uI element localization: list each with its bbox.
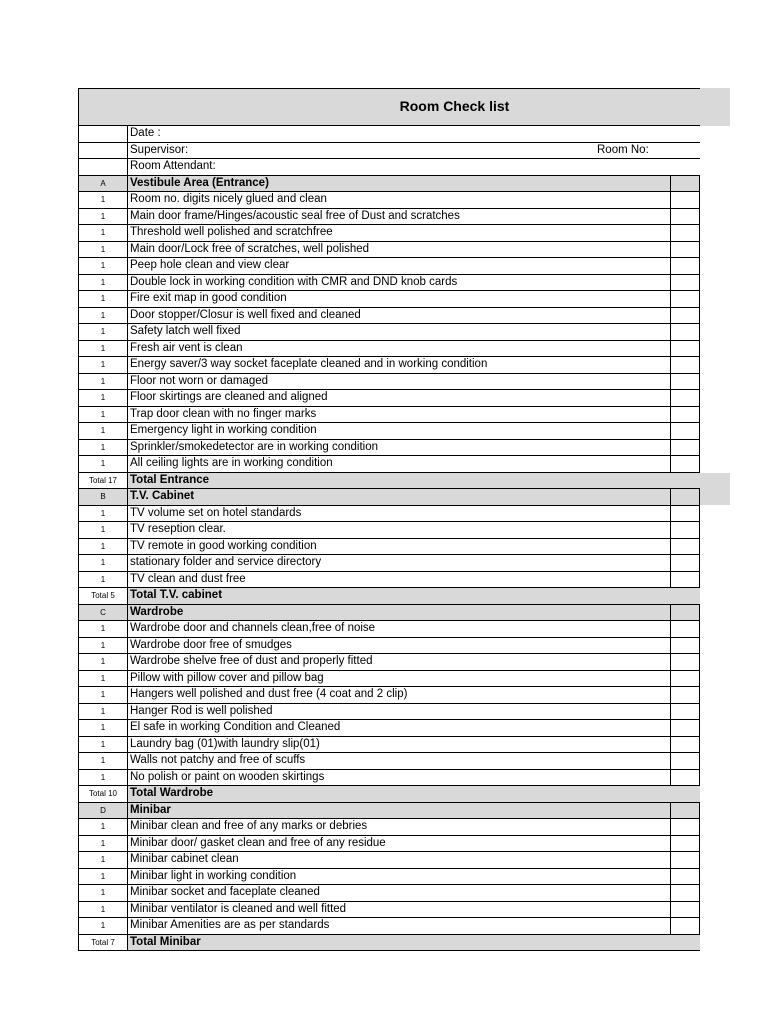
title-band-extension [700,88,730,126]
item-check-cell[interactable] [670,687,700,703]
item-description: Emergency light in working condition [130,424,317,436]
section-title: Minibar [128,803,670,819]
item-description: TV reseption clear. [130,523,226,535]
item-description: Energy saver/3 way socket faceplate cleaned and in working condition [130,358,488,370]
item-description: Floor skirtings are cleaned and aligned [130,391,328,403]
item-description: TV clean and dust free [130,572,246,585]
section-total-label: Total Wardrobe [128,786,700,802]
checklist-item-row [78,704,700,721]
checklist-item-row [78,753,700,770]
item-score: 1 [78,506,128,522]
checklist-item-row [78,654,700,671]
section-title: Vestibule Area (Entrance) [128,176,670,192]
section-total-label: Total Entrance [128,473,700,489]
item-check-cell[interactable] [670,506,700,522]
checklist-item-row [78,671,700,688]
item-description: Pillow with pillow cover and pillow bag [130,671,324,684]
checklist-item-row [78,291,700,308]
checklist-item-row [78,918,700,935]
checklist-item-row [78,720,700,737]
item-description: TV volume set on hotel standards [130,506,302,519]
checklist-item-row [78,225,700,242]
checklist-item-row [78,885,700,902]
item-score: 1 [78,209,128,225]
row-number-cell [78,126,128,142]
item-check-cell[interactable] [670,357,700,373]
section-total-row [78,935,700,952]
item-check-cell[interactable] [670,539,700,555]
item-description: Hanger Rod is well polished [130,704,273,717]
section-total-number: Total 10 [78,786,128,802]
item-description: Main door frame/Hinges/acoustic seal free of Dust and scratches [130,209,460,222]
section-total-number: Total 7 [78,935,128,951]
section-header-row [78,489,700,506]
item-check-cell[interactable] [670,407,700,423]
item-check-cell[interactable] [670,753,700,769]
date-row [78,126,700,143]
item-description: All ceiling lights are in working condition [130,457,333,469]
item-score: 1 [78,918,128,934]
item-check-cell[interactable] [670,869,700,885]
item-score: 1 [78,572,128,588]
item-check-cell[interactable] [670,555,700,571]
item-check-cell[interactable] [670,225,700,241]
item-check-cell[interactable] [670,209,700,225]
checklist-item-row [78,324,700,341]
checklist-item-row [78,506,700,523]
item-description: Wardrobe shelve free of dust and properly fitted [130,655,373,667]
item-score: 1 [78,737,128,753]
tv-cabinet-band-extension [700,489,730,505]
section-letter: B [78,489,128,505]
item-score: 1 [78,753,128,769]
checklist-item-row [78,242,700,259]
checklist-item-row [78,308,700,325]
item-check-cell[interactable] [670,308,700,324]
item-description: Minibar cabinet clean [130,853,239,865]
section-header-row [78,176,700,193]
item-description: No polish or paint on wooden skirtings [130,770,325,783]
item-check-cell[interactable] [670,324,700,340]
checklist-item-row [78,440,700,457]
supervisor-row [78,143,700,160]
item-description: Safety latch well fixed [130,325,241,337]
item-score: 1 [78,836,128,852]
item-score: 1 [78,852,128,868]
item-score: 1 [78,324,128,340]
total-entrance-band-extension [700,473,730,489]
checklist-item-row [78,407,700,424]
item-check-cell[interactable] [670,341,700,357]
checklist-item-row [78,374,700,391]
item-check-cell[interactable] [670,275,700,291]
section-check-cell [670,489,700,505]
item-description: Minibar clean and free of any marks or debries [130,820,368,832]
item-check-cell[interactable] [670,819,700,835]
checklist-item-row [78,836,700,853]
item-score: 1 [78,308,128,324]
section-letter: A [78,176,128,192]
item-score: 1 [78,621,128,637]
checklist-item-row [78,192,700,209]
room-no-label: Room No: [597,143,649,156]
item-description: Floor not worn or damaged [130,374,269,387]
checklist-item-row [78,737,700,754]
checklist-item-row [78,209,700,226]
section-total-number: Total 5 [78,588,128,604]
checklist-item-row [78,456,700,473]
section-total-row [78,786,700,803]
item-description: Main door/Lock free of scratches, well polished [130,242,370,255]
checklist-item-row [78,341,700,358]
item-check-cell[interactable] [670,192,700,208]
item-check-cell[interactable] [670,704,700,720]
item-check-cell[interactable] [670,885,700,901]
item-check-cell[interactable] [670,242,700,258]
item-description: Room no. digits nicely glued and clean [130,193,327,205]
checklist-item-row [78,275,700,292]
row-number-cell [78,143,128,159]
item-description: Door stopper/Closur is well fixed and cleaned [130,308,361,321]
item-description: Minibar socket and faceplate cleaned [130,886,320,898]
item-score: 1 [78,704,128,720]
item-score: 1 [78,357,128,373]
item-description: Walls not patchy and free of scuffs [130,754,306,766]
item-description: Threshold well polished and scratchfree [130,226,333,238]
item-score: 1 [78,770,128,786]
item-check-cell[interactable] [670,390,700,406]
attendant-row [78,159,700,176]
section-total-row [78,588,700,605]
item-check-cell[interactable] [670,720,700,736]
item-description: Sprinkler/smokedetector are in working condition [130,440,379,453]
checklist-item-row [78,522,700,539]
item-check-cell[interactable] [670,572,700,588]
section-check-cell [670,176,700,192]
checklist-item-row [78,770,700,787]
item-description: Wardrobe door free of smudges [130,638,292,651]
item-check-cell[interactable] [670,423,700,439]
page-title: Room Check list [399,98,510,114]
item-score: 1 [78,423,128,439]
item-score: 1 [78,555,128,571]
item-score: 1 [78,654,128,670]
section-title: T.V. Cabinet [128,489,670,505]
item-score: 1 [78,225,128,241]
item-score: 1 [78,440,128,456]
attendant-label: Room Attendant: [130,160,216,172]
checklist-item-row [78,423,700,440]
item-description: Hangers well polished and dust free (4 coat and 2 clip) [130,688,408,700]
item-score: 1 [78,456,128,472]
checklist-item-row [78,390,700,407]
checklist-item-row [78,555,700,572]
row-number-cell [78,159,128,175]
section-check-cell [670,803,700,819]
item-check-cell[interactable] [670,770,700,786]
item-check-cell[interactable] [670,291,700,307]
item-check-cell[interactable] [670,374,700,390]
item-check-cell[interactable] [670,621,700,637]
section-total-number: Total 17 [78,473,128,489]
item-score: 1 [78,192,128,208]
section-header-row [78,605,700,622]
item-score: 1 [78,258,128,274]
item-check-cell[interactable] [670,522,700,538]
item-check-cell[interactable] [670,737,700,753]
item-description: Minibar Amenities are as per standards [130,919,330,931]
item-score: 1 [78,242,128,258]
checklist-item-row [78,539,700,556]
item-description: Fresh air vent is clean [130,341,243,354]
title-row [78,88,700,126]
section-total-row [78,473,700,490]
item-score: 1 [78,819,128,835]
checklist-item-row [78,258,700,275]
item-score: 1 [78,291,128,307]
item-score: 1 [78,407,128,423]
item-score: 1 [78,687,128,703]
sections-container [78,176,700,952]
checklist-item-row [78,638,700,655]
item-check-cell[interactable] [670,852,700,868]
section-header-row [78,803,700,820]
item-check-cell[interactable] [670,638,700,654]
section-letter: C [78,605,128,621]
checklist-item-row [78,621,700,638]
item-description: El safe in working Condition and Cleaned [130,721,341,733]
section-total-label: Total T.V. cabinet [128,588,700,604]
section-letter: D [78,803,128,819]
item-check-cell[interactable] [670,654,700,670]
item-score: 1 [78,522,128,538]
item-score: 1 [78,374,128,390]
item-description: Double lock in working condition with CMR and DND knob cards [130,275,458,288]
checklist-item-row [78,902,700,919]
item-description: Trap door clean with no finger marks [130,407,317,420]
item-score: 1 [78,720,128,736]
item-check-cell[interactable] [670,902,700,918]
item-check-cell[interactable] [670,836,700,852]
checklist-item-row [78,869,700,886]
item-description: Minibar ventilator is cleaned and well fitted [130,902,347,915]
item-score: 1 [78,539,128,555]
item-score: 1 [78,390,128,406]
supervisor-cell [128,143,700,159]
item-score: 1 [78,341,128,357]
item-score: 1 [78,885,128,901]
checklist-item-row [78,357,700,374]
item-check-cell[interactable] [670,456,700,472]
supervisor-label: Supervisor: [130,143,189,156]
section-total-label: Total Minibar [128,935,700,951]
item-score: 1 [78,869,128,885]
checklist-table [78,88,700,951]
checklist-item-row [78,819,700,836]
item-score: 1 [78,671,128,687]
item-description: Laundry bag (01)with laundry slip(01) [130,737,320,750]
checklist-item-row [78,687,700,704]
section-title: Wardrobe [128,605,670,621]
checklist-item-row [78,572,700,589]
item-score: 1 [78,638,128,654]
checklist-item-row [78,852,700,869]
item-check-cell[interactable] [670,440,700,456]
item-check-cell[interactable] [670,258,700,274]
item-description: Minibar door/ gasket clean and free of any residue [130,836,386,849]
item-check-cell[interactable] [670,918,700,934]
section-check-cell [670,605,700,621]
item-description: Minibar light in working condition [130,869,297,882]
date-label: Date : [130,127,161,139]
item-description: Wardrobe door and channels clean,free of noise [130,622,376,634]
item-description: stationary folder and service directory [130,556,322,568]
item-score: 1 [78,275,128,291]
item-description: Fire exit map in good condition [130,292,287,304]
item-check-cell[interactable] [670,671,700,687]
item-description: TV remote in good working condition [130,539,317,552]
item-description: Peep hole clean and view clear [130,259,290,271]
item-score: 1 [78,902,128,918]
